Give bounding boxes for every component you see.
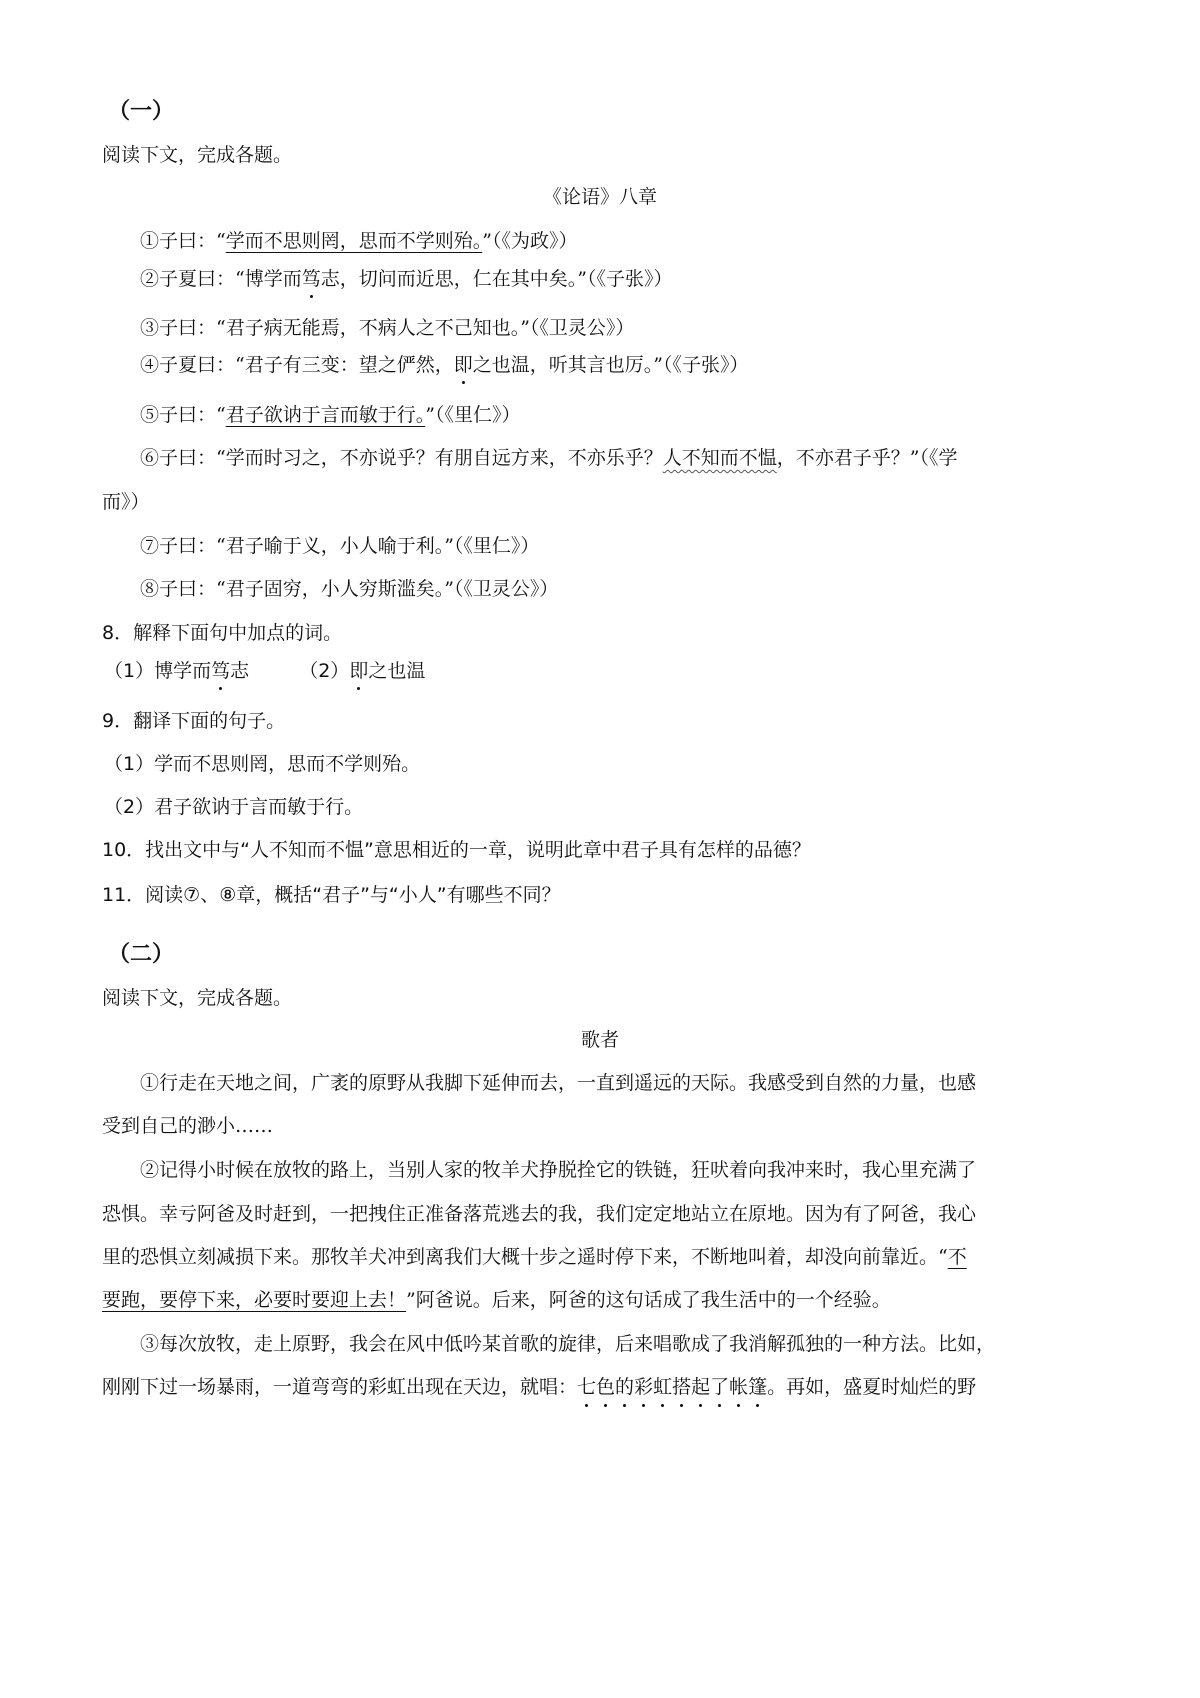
question-8-item-2-dotted: 即: [349, 656, 368, 683]
chapter-8: ⑧子曰：“君子固穷，小人穷斯滥矣。”（《卫灵公》）: [140, 578, 559, 600]
question-8: 8．解释下面句中加点的词。: [102, 622, 343, 644]
question-8-item-1-dotted: 笃: [211, 656, 230, 683]
dotted-char: 七: [577, 1372, 596, 1399]
dotted-char: 帐: [729, 1372, 748, 1399]
chapter-2-pre: ②子夏曰：“博学而: [140, 268, 302, 290]
paragraph-3-line-1: ③每次放牧，走上原野，我会在风中低吟某首歌的旋律，后来唱歌成了我消解孤独的一种方法。比如，: [140, 1333, 996, 1355]
paragraph-2-line-1: ②记得小时候在放牧的路上，当别人家的牧羊犬挣脱拴它的铁链，狂吠着向我冲来时，我心里充满了: [140, 1159, 977, 1181]
dotted-char: 的: [615, 1372, 634, 1399]
chapter-6: [140, 443, 957, 470]
paragraph-3-dotted-phrase: [577, 1376, 767, 1398]
chapter-4-pre: ④子夏曰：“君子有三变：望之俨然，: [140, 354, 454, 376]
section-2-title: 歌者: [580, 1029, 619, 1051]
section-2-heading: （二）: [108, 942, 175, 967]
paragraph-2-line-3-underlined: 不: [947, 1246, 967, 1268]
chapter-2: [140, 264, 672, 291]
chapter-5-pre: ⑤子曰：“: [140, 404, 226, 426]
section-1-heading: （一）: [108, 99, 175, 124]
paragraph-3-line-2-post: 。再如，盛夏时灿烂的野: [767, 1376, 977, 1398]
section-2-instruction: 阅读下文，完成各题。: [102, 987, 293, 1009]
chapter-1-post: ”（《为政》）: [482, 230, 578, 252]
question-9: 9．翻译下面的句子。: [102, 710, 286, 732]
dotted-char: 彩: [634, 1372, 653, 1399]
question-8-items: [104, 656, 425, 683]
dotted-char: 起: [691, 1372, 710, 1399]
paragraph-2-line-3: [102, 1242, 967, 1269]
chapter-6-pre: ⑥子曰：“学而时习之，不亦说乎？有朋自远方来，不亦乐乎？: [140, 447, 663, 469]
paragraph-1-line-1: ①行走在天地之间，广袤的原野从我脚下延伸而去，一直到遥远的天际。我感受到自然的力量，也感: [140, 1072, 977, 1094]
chapter-5: [140, 400, 520, 427]
section-1-instruction: 阅读下文，完成各题。: [102, 144, 293, 166]
paragraph-2-line-4-underlined: 要跑，要停下来，必要时要迎上去！: [102, 1289, 407, 1311]
paragraph-3-line-2-pre: 刚刚下过一场暴雨，一道弯弯的彩虹出现在天边，就唱：: [102, 1376, 578, 1398]
question-8-item-1-label: （1）博学而: [104, 660, 212, 682]
question-8-item-2-label: （2）: [299, 660, 350, 682]
question-11: 11．阅读⑦、⑧章，概括“君子”与“小人”有哪些不同？: [102, 884, 561, 906]
paragraph-3-line-2: [102, 1372, 976, 1399]
paragraph-2-line-4-post: ”阿爸说。后来，阿爸的这句话成了我生活中的一个经验。: [406, 1289, 891, 1311]
chapter-5-underlined: 君子欲讷于言而敏于行。: [225, 404, 426, 426]
chapter-3: ③子曰：“君子病无能焉，不病人之不己知也。”（《卫灵公》）: [140, 317, 635, 339]
chapter-1-pre: ①子曰：“: [140, 230, 226, 252]
dotted-char: 虹: [653, 1372, 672, 1399]
question-10: 10．找出文中与“人不知而不愠”意思相近的一章，说明此章中君子具有怎样的品德？: [102, 839, 811, 861]
chapter-5-post: ”（《里仁》）: [425, 404, 521, 426]
dotted-char: 色: [596, 1372, 615, 1399]
paragraph-2-line-2: 恐惧。幸亏阿爸及时赶到，一把拽住正准备落荒逃去的我，我们定定地站立在原地。因为有了阿爸，我心: [102, 1203, 977, 1225]
dotted-char: 了: [710, 1372, 729, 1399]
dotted-char: 搭: [672, 1372, 691, 1399]
paragraph-2-line-3-text: 里的恐惧立刻减损下来。那牧羊犬冲到离我们大概十步之遥时停下来，不断地叫着，却没向前靠近。“: [102, 1246, 948, 1268]
chapter-6-wavy: 人不知而不愠: [662, 447, 777, 469]
question-8-item-2-post: 之也温: [368, 660, 426, 682]
paragraph-2-line-4: [102, 1285, 891, 1312]
paragraph-1-line-2: 受到自己的渺小……: [102, 1115, 274, 1137]
chapter-4: [140, 350, 748, 377]
chapter-7: ⑦子曰：“君子喻于义，小人喻于利。”（《里仁》）: [140, 535, 540, 557]
dotted-char: 篷: [748, 1372, 767, 1399]
question-8-item-1-post: 志: [230, 660, 250, 682]
chapter-2-dotted-word: 笃: [302, 264, 321, 291]
chapter-4-post: 之也温，听其言也厉。”（《子张》）: [472, 354, 749, 376]
chapter-1-underlined: 学而不思则罔，思而不学则殆。: [225, 230, 483, 252]
chapter-4-dotted-word: 即: [454, 350, 473, 377]
chapter-6-line-2: 而》）: [102, 491, 150, 513]
chapter-2-post: 志，切问而近思，仁在其中矣。”（《子张》）: [320, 268, 673, 290]
question-9-item-2: （2）君子欲讷于言而敏于行。: [104, 796, 364, 818]
chapter-1: [140, 226, 577, 253]
section-1-title: 《论语》八章: [542, 186, 657, 208]
chapter-6-post: ，不亦君子乎？”（《学: [776, 447, 958, 469]
question-9-item-1: （1）学而不思则罔，思而不学则殆。: [104, 753, 421, 775]
